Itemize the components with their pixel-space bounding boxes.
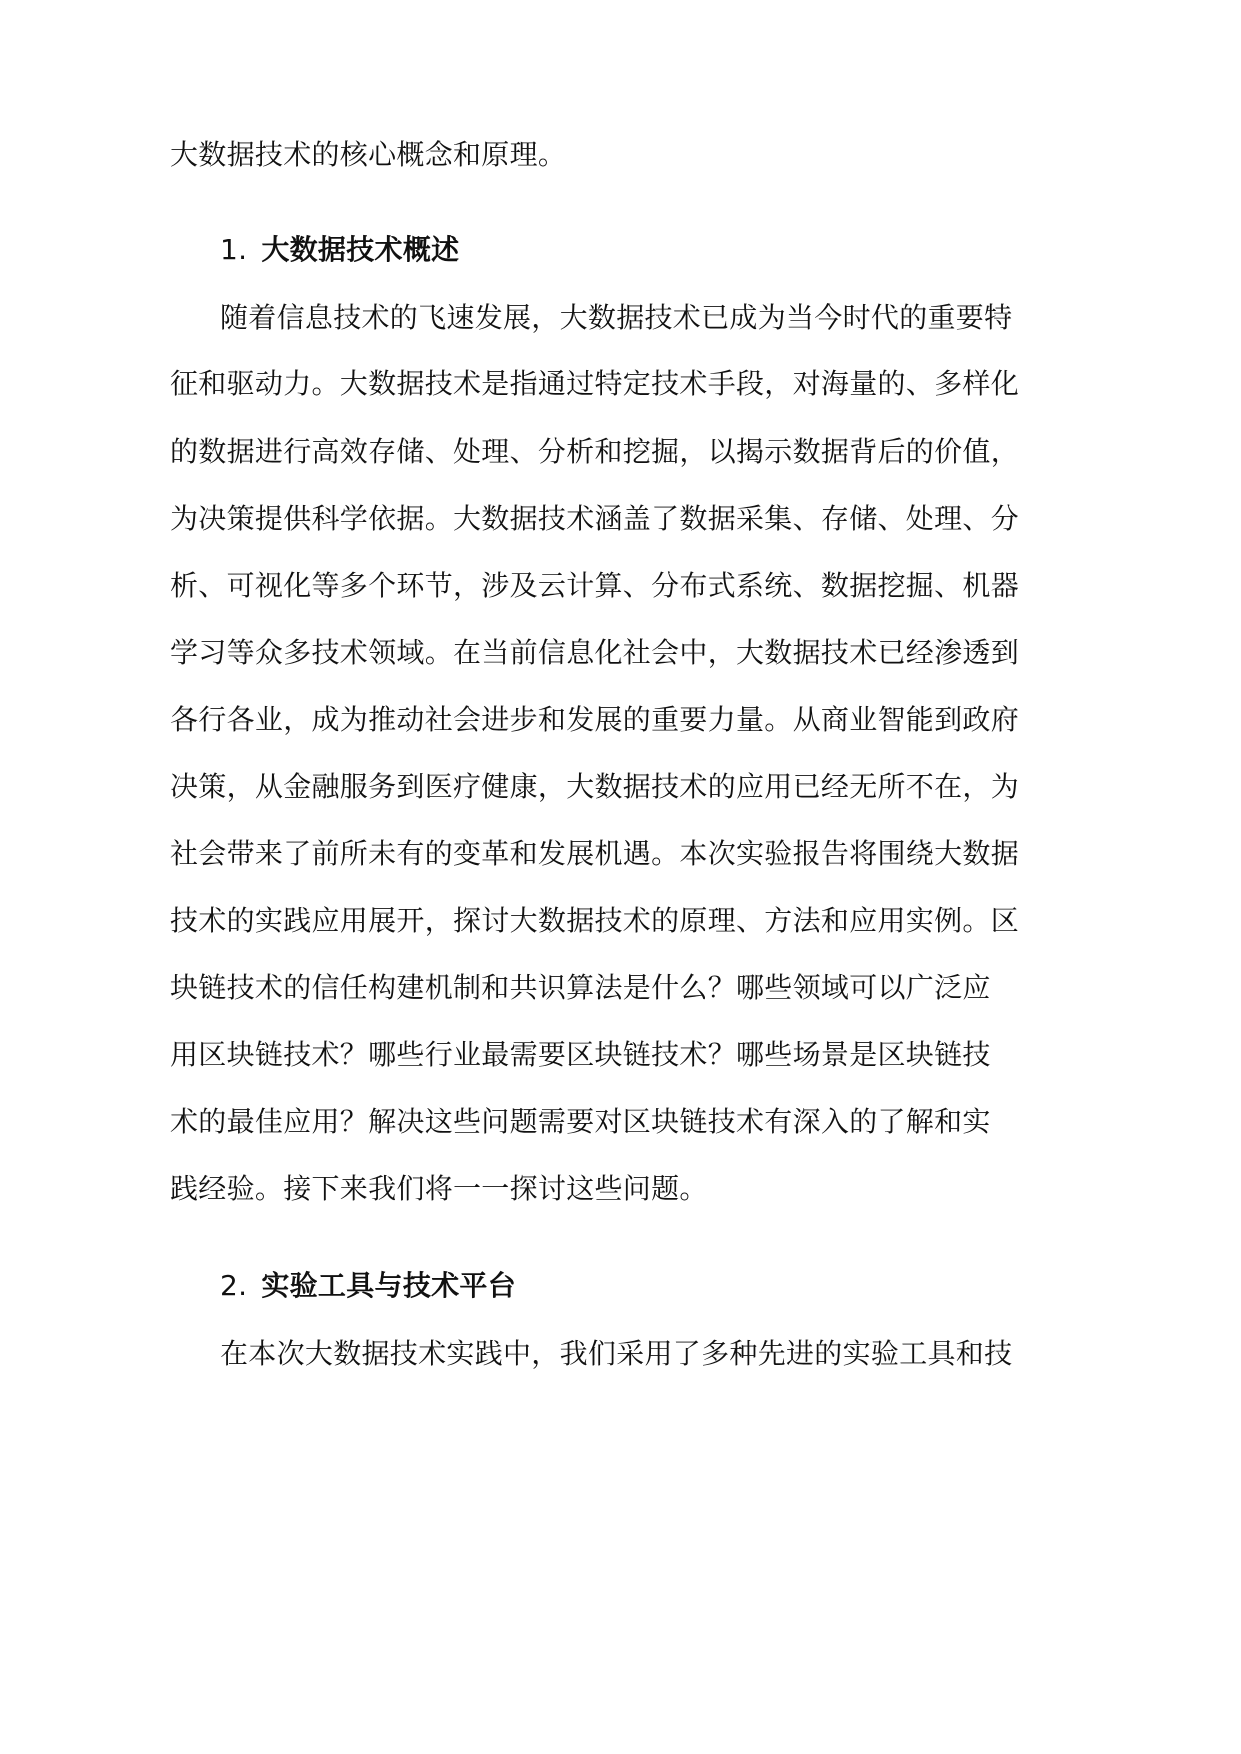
- paragraph-line: 析、可视化等多个环节，涉及云计算、分布式系统、数据挖掘、机器: [170, 569, 1020, 602]
- section-2-heading: [0, 1268, 1241, 1304]
- paragraph-line: 各行各业，成为推动社会进步和发展的重要力量。从商业智能到政府: [170, 703, 1020, 736]
- paragraph-line: 决策，从金融服务到医疗健康，大数据技术的应用已经无所不在，为: [170, 770, 1020, 803]
- section-2-number: 2.: [220, 1269, 248, 1302]
- section-1-heading: [0, 232, 1241, 268]
- intro-line: 大数据技术的核心概念和原理。: [170, 138, 567, 171]
- paragraph-line: 技术的实践应用展开，探讨大数据技术的原理、方法和应用实例。区: [170, 904, 1020, 937]
- paragraph-line: 的数据进行高效存储、处理、分析和挖掘，以揭示数据背后的价值，: [170, 435, 1020, 468]
- paragraph-line: 学习等众多技术领域。在当前信息化社会中，大数据技术已经渗透到: [170, 636, 1020, 669]
- paragraph-line: 用区块链技术？哪些行业最需要区块链技术？哪些场景是区块链技: [170, 1038, 991, 1071]
- section-2-title: 实验工具与技术平台: [261, 1269, 517, 1302]
- section-1-title: 大数据技术概述: [261, 233, 460, 266]
- paragraph-line: 践经验。接下来我们将一一探讨这些问题。: [170, 1172, 708, 1205]
- paragraph-line: 术的最佳应用？解决这些问题需要对区块链技术有深入的了解和实: [170, 1105, 991, 1138]
- paragraph-line: 块链技术的信任构建机制和共识算法是什么？哪些领域可以广泛应: [170, 971, 991, 1004]
- paragraph-line: 随着信息技术的飞速发展，大数据技术已成为当今时代的重要特: [220, 301, 1013, 334]
- section-1-number: 1.: [220, 233, 248, 266]
- paragraph-line: 社会带来了前所未有的变革和发展机遇。本次实验报告将围绕大数据: [170, 837, 1020, 870]
- paragraph-line: 在本次大数据技术实践中，我们采用了多种先进的实验工具和技: [220, 1337, 1013, 1370]
- paragraph-line: 为决策提供科学依据。大数据技术涵盖了数据采集、存储、处理、分: [170, 502, 1020, 535]
- paragraph-line: 征和驱动力。大数据技术是指通过特定技术手段，对海量的、多样化: [170, 367, 1020, 400]
